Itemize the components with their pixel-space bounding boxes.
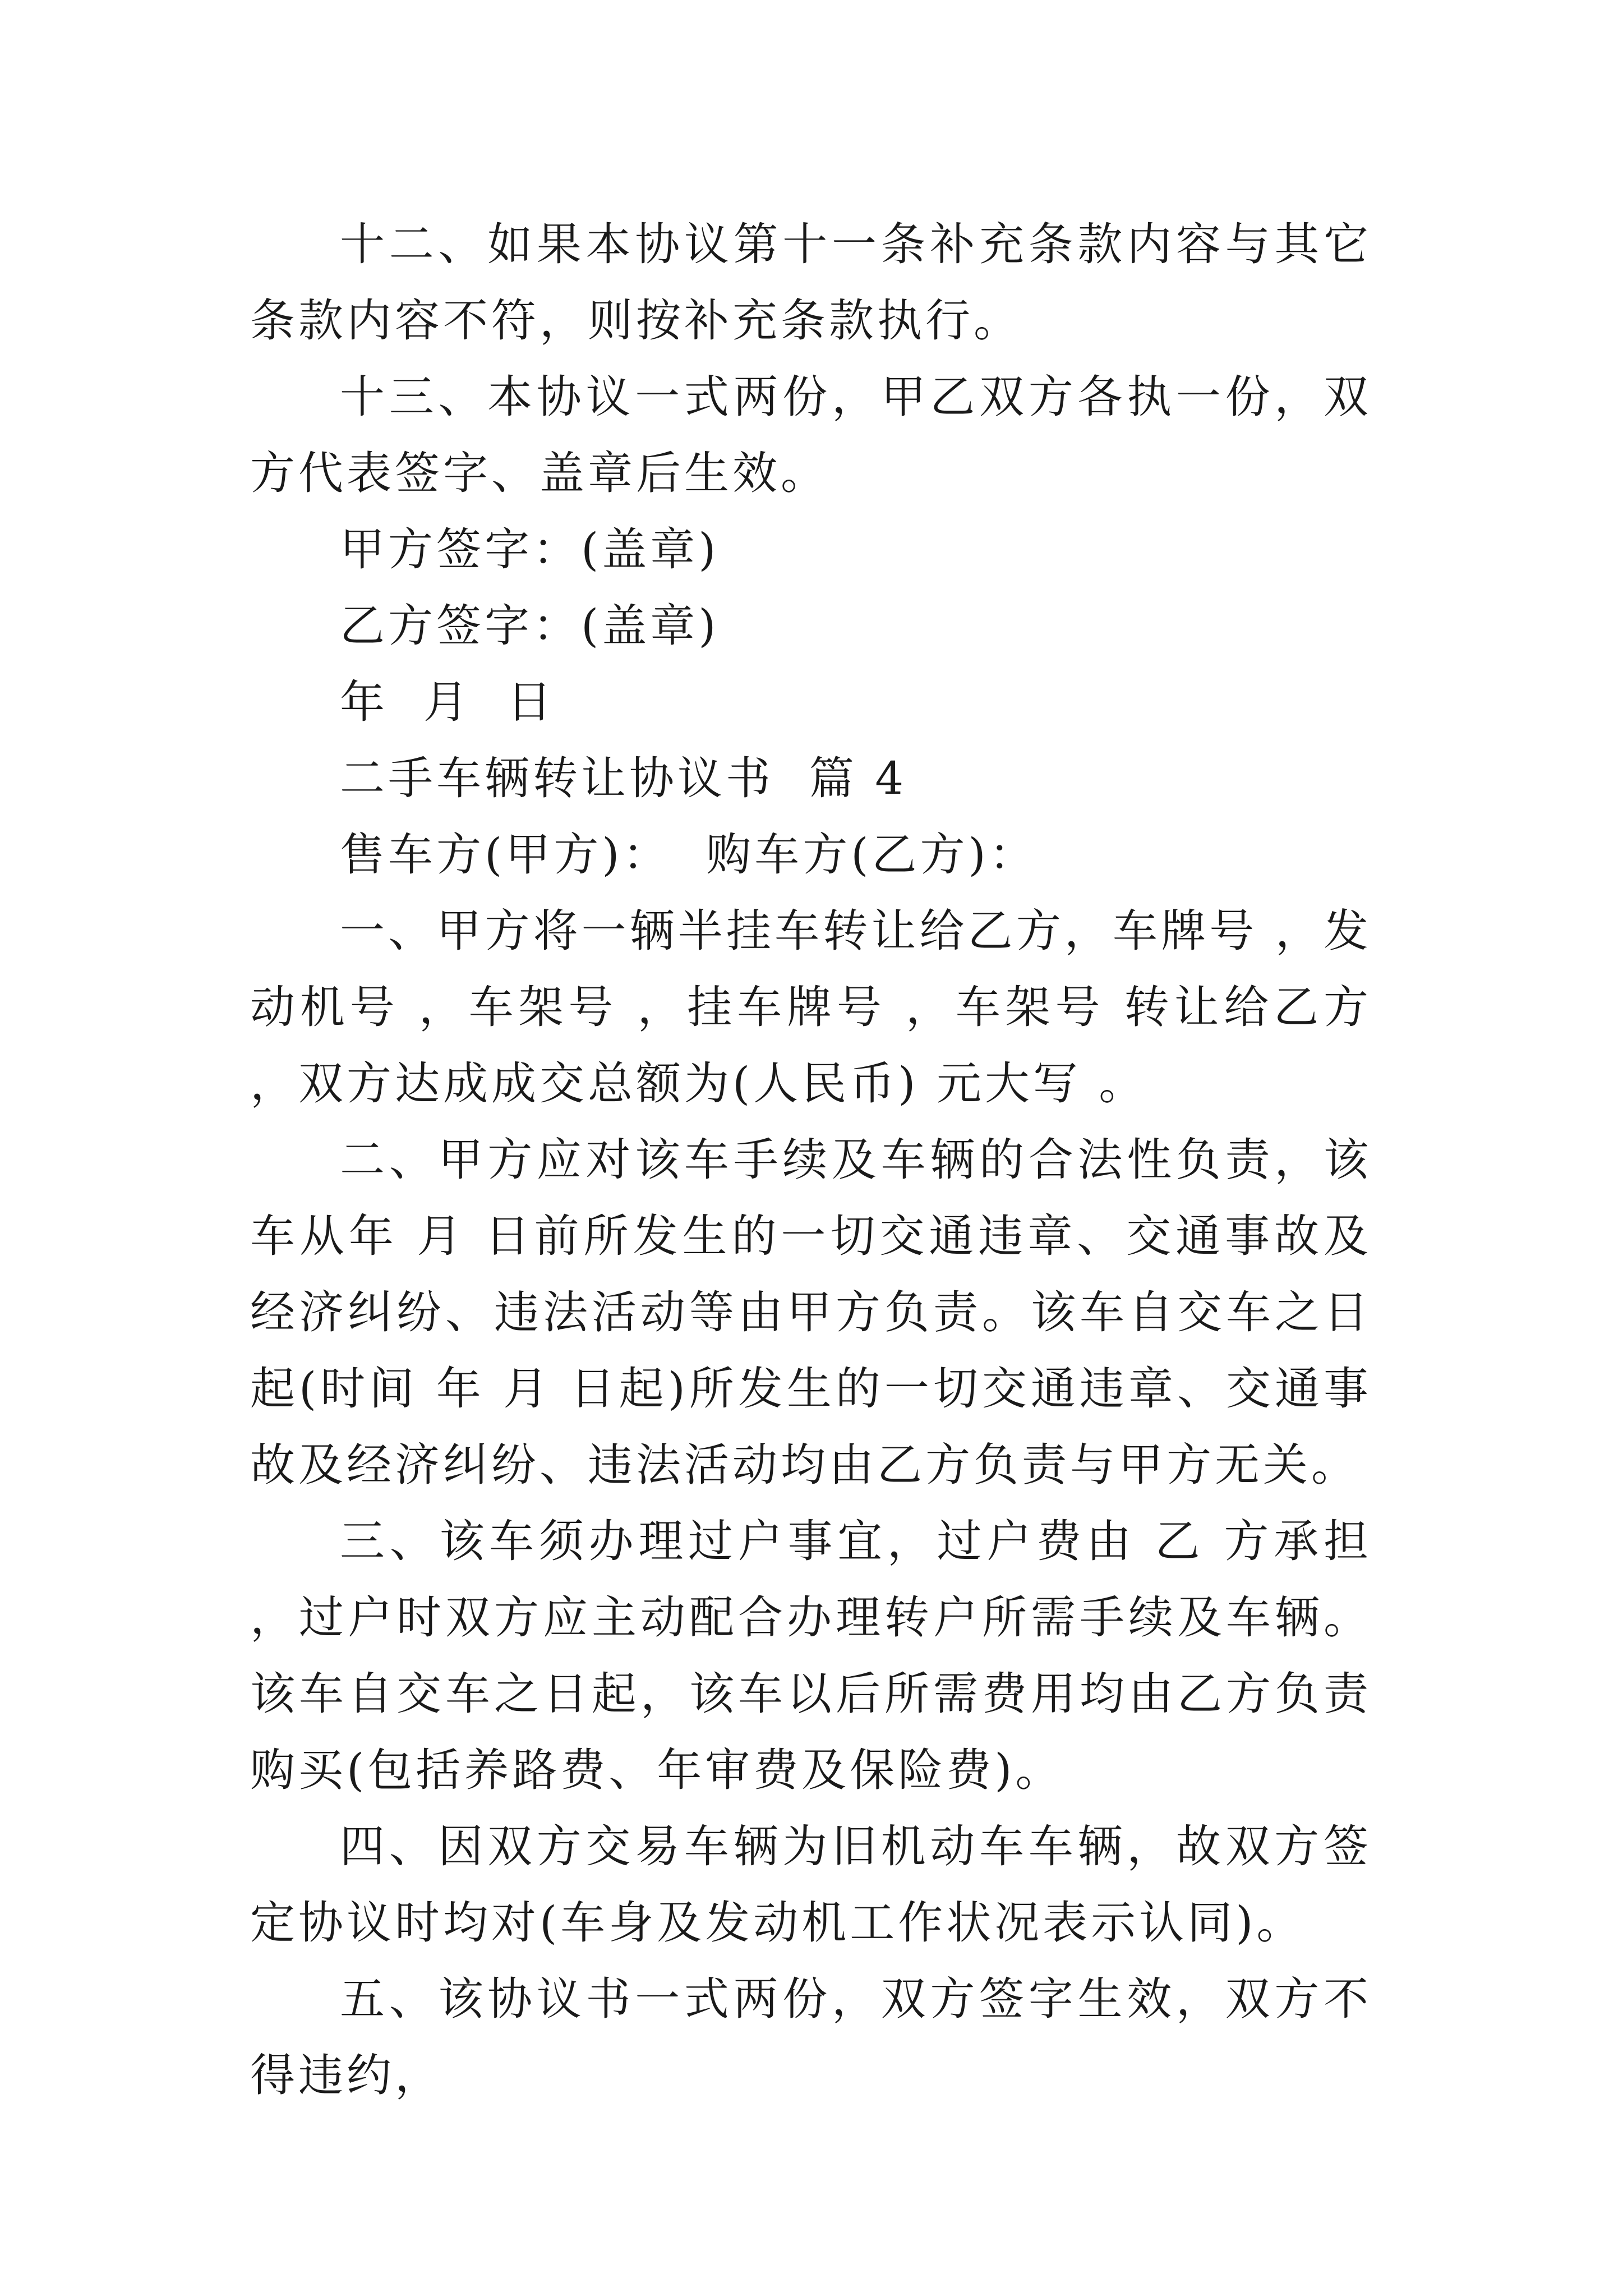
party-a-signature: 甲方签字：(盖章): [340, 523, 720, 576]
clause-twelve: 十二、如果本协议第十一条补充条款内容与其它条款内容不符，则按补充条款执行。: [250, 218, 1372, 347]
clause-three: 三、该车须办理过户事宜，过户费由 乙 方承担，过户时双方应主动配合办理转户所需手续及车辆。该车自交车之日起，该车以后所需费用均由乙方负责购买(包括养路费、年审费及保险费)。: [250, 1515, 1372, 1796]
date-line: 年 月 日: [340, 676, 555, 728]
section-title: 二手车辆转让协议书 篇 4: [340, 752, 907, 804]
clause-one: 一、甲方将一辆半挂车转让给乙方，车牌号 ，发动机号 ，车架号 ，挂车牌号 ，车架号 转让给乙方，双方达成成交总额为(人民币) 元大写 。: [250, 905, 1372, 1110]
clause-thirteen: 十三、本协议一式两份，甲乙双方各执一份，双方代表签字、盖章后生效。: [250, 371, 1372, 499]
parties-line: 售车方(甲方)： 购车方(乙方)：: [340, 829, 1038, 881]
document-body: [250, 206, 1372, 2114]
clause-two: 二、甲方应对该车手续及车辆的合法性负责，该车从年 月 日前所发生的一切交通违章、交通事故及经济纠纷、违法活动等由甲方负责。该车自交车之日起(时间 年 月 日起)所发生的一切交通违章、交通事故及经济纠纷、违法活动均由乙方负责与甲方无关。: [250, 1134, 1372, 1491]
clause-five: 五、该协议书一式两份，双方签字生效，双方不得违约，: [250, 1973, 1372, 2101]
clause-four: 四、因双方交易车辆为旧机动车车辆，故双方签定协议时均对(车身及发动机工作状况表示认同)。: [250, 1820, 1372, 1949]
party-b-signature: 乙方签字：(盖章): [340, 600, 720, 652]
